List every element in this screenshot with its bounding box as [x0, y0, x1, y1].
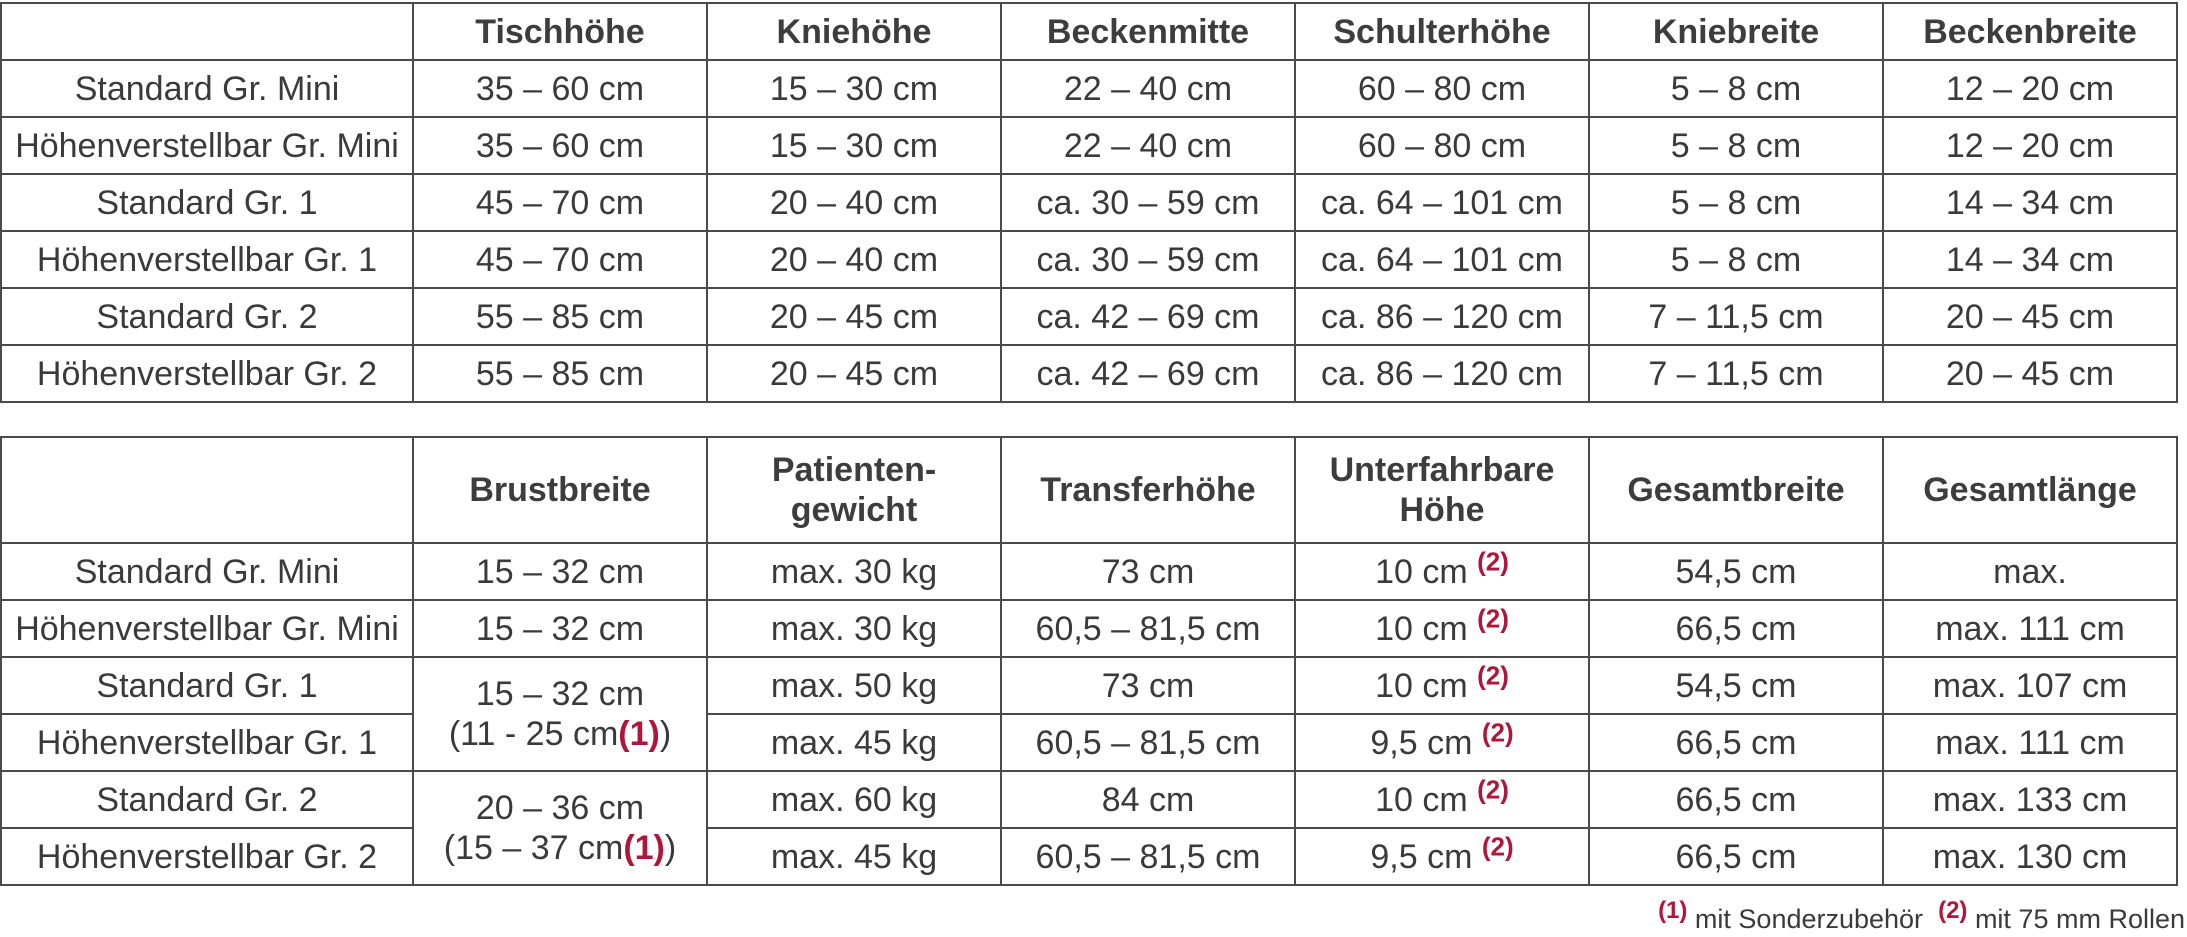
- header-empty: [1, 3, 413, 60]
- specifications-table: [0, 436, 2178, 886]
- table-row: [1, 231, 2177, 288]
- gewicht-cell: max. 30 kg: [707, 543, 1001, 600]
- brustbreite-cell: 15 – 32 cm: [413, 600, 707, 657]
- dimensions-table: [0, 2, 2178, 403]
- header-kniebreite: Kniebreite: [1589, 3, 1883, 60]
- header-gesamtlaenge: Gesamtlänge: [1883, 437, 2177, 543]
- gewicht-cell: max. 30 kg: [707, 600, 1001, 657]
- tischhoehe-cell: 35 – 60 cm: [413, 60, 707, 117]
- table-header-row: [1, 437, 2177, 543]
- row-label: Standard Gr. 1: [1, 174, 413, 231]
- footnote-2-text: mit 75 mm Rollen: [1974, 904, 2185, 934]
- gesamtbreite-cell: 54,5 cm: [1589, 657, 1883, 714]
- table-row: [1, 771, 2177, 828]
- footnote-2-marker: (2): [1477, 774, 1509, 805]
- footnote-1-marker: (1): [618, 715, 660, 753]
- gesamtbreite-cell: 66,5 cm: [1589, 771, 1883, 828]
- gesamtbreite-cell: 66,5 cm: [1589, 600, 1883, 657]
- header-patientengewicht: [707, 437, 1001, 543]
- header-empty: [1, 437, 413, 543]
- row-label: Höhenverstellbar Gr. 1: [1, 231, 413, 288]
- footnote-2-marker: (2): [1938, 897, 1968, 924]
- beckenmitte-cell: ca. 42 – 69 cm: [1001, 345, 1295, 402]
- tischhoehe-cell: 55 – 85 cm: [413, 345, 707, 402]
- unterfahrbar-cell: [1295, 771, 1589, 828]
- schulterhoehe-cell: ca. 64 – 101 cm: [1295, 231, 1589, 288]
- schulterhoehe-cell: ca. 86 – 120 cm: [1295, 288, 1589, 345]
- tischhoehe-cell: 55 – 85 cm: [413, 288, 707, 345]
- kniehoehe-cell: 20 – 45 cm: [707, 345, 1001, 402]
- beckenbreite-cell: 14 – 34 cm: [1883, 231, 2177, 288]
- beckenbreite-cell: 12 – 20 cm: [1883, 60, 2177, 117]
- beckenbreite-cell: 12 – 20 cm: [1883, 117, 2177, 174]
- gesamtlaenge-cell: max. 111 cm: [1883, 714, 2177, 771]
- kniebreite-cell: 5 – 8 cm: [1589, 60, 1883, 117]
- row-label: Höhenverstellbar Gr. Mini: [1, 600, 413, 657]
- transfer-cell: 60,5 – 81,5 cm: [1001, 600, 1295, 657]
- gewicht-cell: max. 50 kg: [707, 657, 1001, 714]
- header-beckenbreite: Beckenbreite: [1883, 3, 2177, 60]
- unterfahrbar-cell: [1295, 828, 1589, 885]
- header-schulterhoehe: Schulterhöhe: [1295, 3, 1589, 60]
- brustbreite-alt-value: (15 – 37 cm: [443, 829, 624, 867]
- footnote-1-marker: (1): [1658, 897, 1688, 924]
- table-header-row: [1, 3, 2177, 60]
- gesamtlaenge-cell: max. 111 cm: [1883, 600, 2177, 657]
- table-row: [1, 600, 2177, 657]
- gesamtlaenge-cell: max. 133 cm: [1883, 771, 2177, 828]
- gesamtlaenge-cell: max.: [1883, 543, 2177, 600]
- table-row: [1, 60, 2177, 117]
- unterfahrbar-cell: [1295, 714, 1589, 771]
- tischhoehe-cell: 45 – 70 cm: [413, 231, 707, 288]
- gesamtlaenge-cell: max. 107 cm: [1883, 657, 2177, 714]
- header-tischhoehe: Tischhöhe: [413, 3, 707, 60]
- header-gesamtbreite: Gesamtbreite: [1589, 437, 1883, 543]
- footnote-2-marker: (2): [1477, 660, 1509, 691]
- gesamtbreite-cell: 66,5 cm: [1589, 828, 1883, 885]
- header-unterfahrbare-line2: Höhe: [1399, 491, 1485, 529]
- kniebreite-cell: 5 – 8 cm: [1589, 174, 1883, 231]
- transfer-cell: 73 cm: [1001, 543, 1295, 600]
- unterfahrbar-value: 10 cm: [1375, 666, 1468, 705]
- table-row: [1, 828, 2177, 885]
- table-row: [1, 117, 2177, 174]
- beckenmitte-cell: ca. 42 – 69 cm: [1001, 288, 1295, 345]
- row-label: Standard Gr. Mini: [1, 60, 413, 117]
- row-label: Höhenverstellbar Gr. 2: [1, 828, 413, 885]
- row-label: Standard Gr. 2: [1, 288, 413, 345]
- gesamtbreite-cell: 66,5 cm: [1589, 714, 1883, 771]
- tischhoehe-cell: 45 – 70 cm: [413, 174, 707, 231]
- unterfahrbar-value: 9,5 cm: [1370, 723, 1473, 762]
- footnote-2-marker: (2): [1477, 546, 1509, 577]
- kniehoehe-cell: 15 – 30 cm: [707, 117, 1001, 174]
- schulterhoehe-cell: 60 – 80 cm: [1295, 117, 1589, 174]
- beckenmitte-cell: 22 – 40 cm: [1001, 60, 1295, 117]
- kniehoehe-cell: 20 – 45 cm: [707, 288, 1001, 345]
- header-transferhoehe: Transferhöhe: [1001, 437, 1295, 543]
- header-unterfahrbare-line1: Unterfahrbare: [1329, 451, 1555, 489]
- table-row: [1, 543, 2177, 600]
- beckenbreite-cell: 20 – 45 cm: [1883, 345, 2177, 402]
- gewicht-cell: max. 45 kg: [707, 828, 1001, 885]
- gewicht-cell: max. 45 kg: [707, 714, 1001, 771]
- footnote-1-marker: (1): [623, 829, 665, 867]
- table-row: [1, 345, 2177, 402]
- row-label: Höhenverstellbar Gr. Mini: [1, 117, 413, 174]
- beckenbreite-cell: 14 – 34 cm: [1883, 174, 2177, 231]
- brustbreite-value: 20 – 36 cm: [475, 789, 645, 827]
- footnote-2-marker: (2): [1481, 831, 1514, 862]
- kniebreite-cell: 5 – 8 cm: [1589, 231, 1883, 288]
- brustbreite-cell: 15 – 32 cm: [413, 543, 707, 600]
- brustbreite-close-paren: ): [664, 829, 677, 867]
- brustbreite-alt-value: (11 - 25 cm: [448, 715, 619, 753]
- unterfahrbar-value: 10 cm: [1375, 609, 1468, 648]
- unterfahrbar-value: 10 cm: [1375, 552, 1468, 591]
- row-label: Standard Gr. Mini: [1, 543, 413, 600]
- unterfahrbar-value: 10 cm: [1375, 780, 1468, 819]
- gesamtlaenge-cell: max. 130 cm: [1883, 828, 2177, 885]
- header-brustbreite: Brustbreite: [413, 437, 707, 543]
- brustbreite-cell-merged: [413, 657, 707, 771]
- transfer-cell: 60,5 – 81,5 cm: [1001, 714, 1295, 771]
- transfer-cell: 60,5 – 81,5 cm: [1001, 828, 1295, 885]
- kniehoehe-cell: 20 – 40 cm: [707, 231, 1001, 288]
- unterfahrbar-cell: [1295, 657, 1589, 714]
- beckenmitte-cell: 22 – 40 cm: [1001, 117, 1295, 174]
- footnote-legend: [1658, 897, 2185, 935]
- brustbreite-close-paren: ): [659, 715, 672, 753]
- beckenmitte-cell: ca. 30 – 59 cm: [1001, 231, 1295, 288]
- brustbreite-cell-merged: [413, 771, 707, 885]
- row-label: Standard Gr. 2: [1, 771, 413, 828]
- table-row: [1, 657, 2177, 714]
- schulterhoehe-cell: 60 – 80 cm: [1295, 60, 1589, 117]
- row-label: Höhenverstellbar Gr. 2: [1, 345, 413, 402]
- row-label: Standard Gr. 1: [1, 657, 413, 714]
- transfer-cell: 73 cm: [1001, 657, 1295, 714]
- header-unterfahrbare-hoehe: [1295, 437, 1589, 543]
- footnote-2-marker: (2): [1481, 717, 1514, 748]
- kniehoehe-cell: 15 – 30 cm: [707, 60, 1001, 117]
- header-kniehoehe: Kniehöhe: [707, 3, 1001, 60]
- row-label: Höhenverstellbar Gr. 1: [1, 714, 413, 771]
- header-beckenmitte: Beckenmitte: [1001, 3, 1295, 60]
- kniebreite-cell: 5 – 8 cm: [1589, 117, 1883, 174]
- table-row: [1, 174, 2177, 231]
- tischhoehe-cell: 35 – 60 cm: [413, 117, 707, 174]
- transfer-cell: 84 cm: [1001, 771, 1295, 828]
- brustbreite-value: 15 – 32 cm: [475, 675, 645, 713]
- kniebreite-cell: 7 – 11,5 cm: [1589, 345, 1883, 402]
- unterfahrbar-value: 9,5 cm: [1370, 837, 1473, 876]
- gewicht-cell: max. 60 kg: [707, 771, 1001, 828]
- unterfahrbar-cell: [1295, 600, 1589, 657]
- schulterhoehe-cell: ca. 86 – 120 cm: [1295, 345, 1589, 402]
- footnote-2-marker: (2): [1477, 603, 1509, 634]
- table-row: [1, 288, 2177, 345]
- kniehoehe-cell: 20 – 40 cm: [707, 174, 1001, 231]
- beckenmitte-cell: ca. 30 – 59 cm: [1001, 174, 1295, 231]
- schulterhoehe-cell: ca. 64 – 101 cm: [1295, 174, 1589, 231]
- kniebreite-cell: 7 – 11,5 cm: [1589, 288, 1883, 345]
- footnote-1-text: mit Sonderzubehör: [1694, 904, 1924, 934]
- table-row: [1, 714, 2177, 771]
- gesamtbreite-cell: 54,5 cm: [1589, 543, 1883, 600]
- header-patientengewicht-line2: gewicht: [790, 491, 918, 529]
- unterfahrbar-cell: [1295, 543, 1589, 600]
- header-patientengewicht-line1: Patienten-: [771, 451, 937, 489]
- beckenbreite-cell: 20 – 45 cm: [1883, 288, 2177, 345]
